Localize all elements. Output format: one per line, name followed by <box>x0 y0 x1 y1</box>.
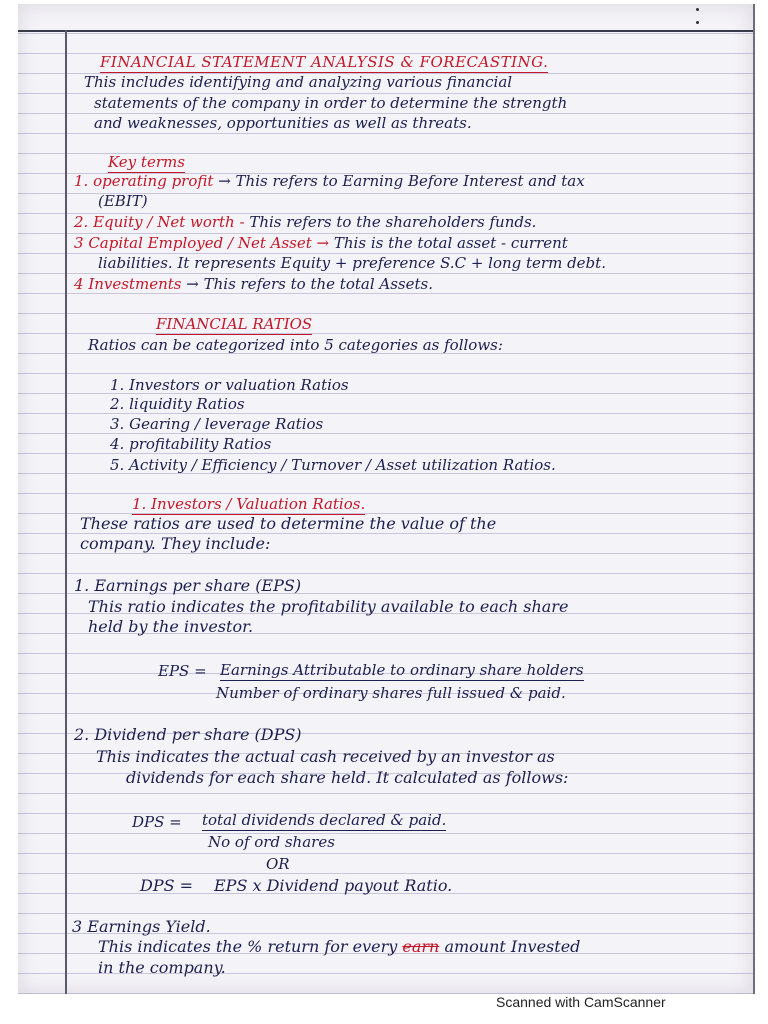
intro-line-2: statements of the company in order to determine the strength <box>94 94 568 112</box>
ey-heading: 3 Earnings Yield. <box>72 917 211 936</box>
eps-desc-1: This ratio indicates the profitability available to each share <box>88 597 569 616</box>
key-term-1: 1. operating profit → This refers to Earning Before Interest and tax <box>74 172 585 190</box>
investor-intro-2: company. They include: <box>80 534 271 553</box>
eps-label: EPS = <box>158 662 207 680</box>
page-title: FINANCIAL STATEMENT ANALYSIS & FORECASTING. <box>100 53 549 71</box>
ratio-item-3: 3. Gearing / leverage Ratios <box>110 415 324 433</box>
dps-heading: 2. Dividend per share (DPS) <box>74 725 302 744</box>
dps-formula-2: EPS x Dividend payout Ratio. <box>214 876 453 895</box>
ey-desc-2: in the company. <box>98 958 226 977</box>
eps-numerator: Earnings Attributable to ordinary share holders <box>220 661 584 679</box>
investor-heading: 1. Investors / Valuation Ratios. <box>132 495 366 513</box>
margin-line <box>65 30 67 994</box>
dps-desc-2: dividends for each share held. It calculated as follows: <box>126 768 569 787</box>
key-term-3-cont: liabilities. It represents Equity + preference S.C + long term debt. <box>98 254 606 272</box>
dps-label-2: DPS = <box>140 876 194 895</box>
key-term-3: 3 Capital Employed / Net Asset → This is the total asset - current <box>74 234 568 252</box>
intro-line-1: This includes identifying and analyzing various financial <box>84 73 513 91</box>
dps-numerator: total dividends declared & paid. <box>202 811 447 829</box>
key-term-4: 4 Investments → This refers to the total Assets. <box>74 275 433 293</box>
intro-line-3: and weaknesses, opportunities as well as threats. <box>94 114 472 132</box>
ratio-item-1: 1. Investors or valuation Ratios <box>110 376 349 394</box>
dps-desc-1: This indicates the actual cash received by an investor as <box>96 747 555 766</box>
key-terms-heading: Key terms <box>108 153 185 171</box>
top-rule <box>18 30 753 32</box>
eps-desc-2: held by the investor. <box>88 617 254 636</box>
ey-desc-1: This indicates the % return for every earn amount Invested <box>98 937 581 956</box>
ratios-heading: FINANCIAL RATIOS <box>156 315 313 333</box>
key-term-2: 2. Equity / Net worth - This refers to the shareholders funds. <box>74 213 537 231</box>
key-term-1-cont: (EBIT) <box>98 192 148 210</box>
ratio-item-2: 2. liquidity Ratios <box>110 395 245 413</box>
eps-heading: 1. Earnings per share (EPS) <box>74 576 302 595</box>
ratios-intro: Ratios can be categorized into 5 categories as follows: <box>88 336 503 354</box>
eps-denominator: Number of ordinary shares full issued & paid. <box>216 684 566 702</box>
dps-denominator: No of ord shares <box>208 833 335 851</box>
investor-intro-1: These ratios are used to determine the value of the <box>80 514 497 533</box>
dps-label: DPS = <box>132 813 182 831</box>
notebook-page <box>18 4 755 994</box>
ratio-item-4: 4. profitability Ratios <box>110 435 272 453</box>
ratio-item-5: 5. Activity / Efficiency / Turnover / Asset utilization Ratios. <box>110 456 556 474</box>
scanner-watermark: Scanned with CamScanner <box>496 994 666 1010</box>
dps-or: OR <box>266 855 290 873</box>
punch-marks <box>696 8 699 28</box>
